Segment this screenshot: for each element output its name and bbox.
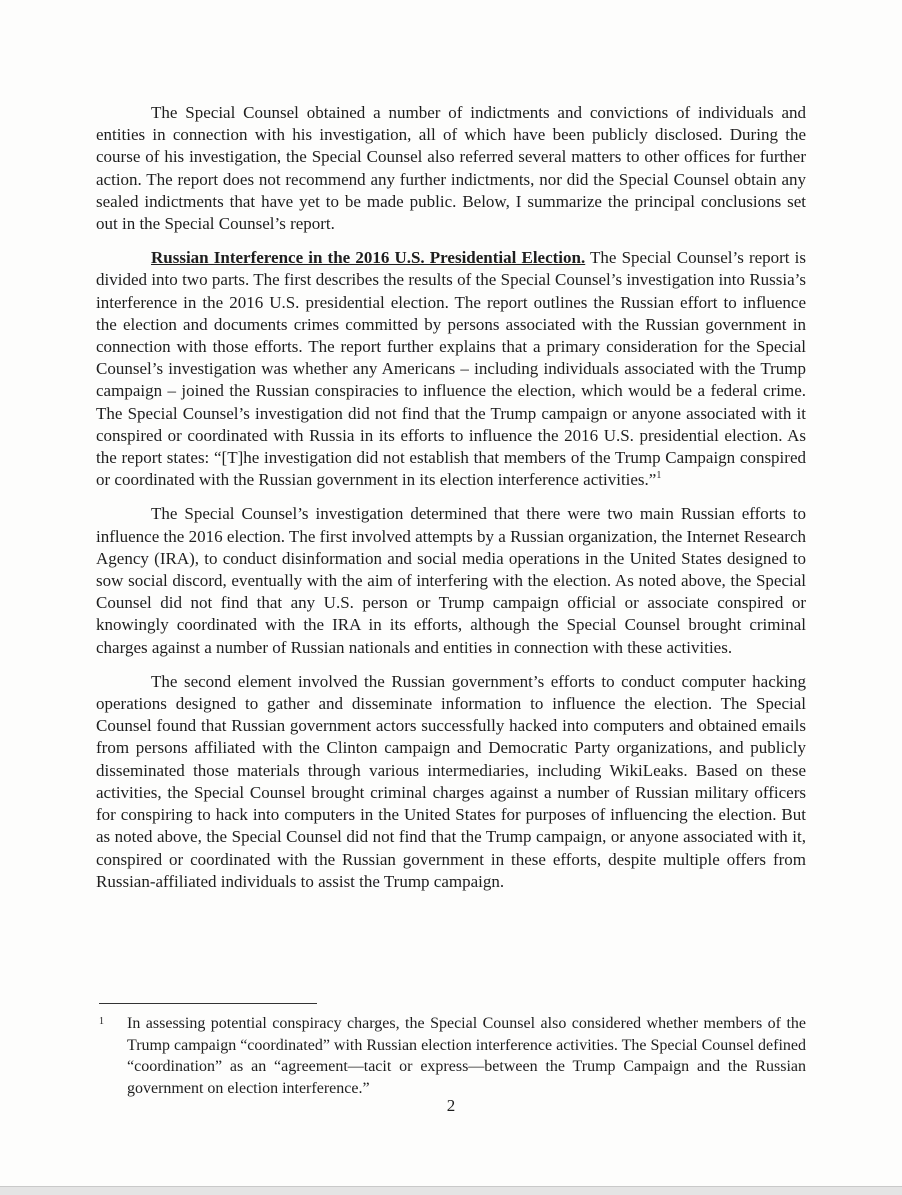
- section-heading-russian-interference: Russian Interference in the 2016 U.S. Presidential Election.: [151, 248, 586, 268]
- document-body: [96, 102, 806, 905]
- paragraph-hacking-operations: [96, 671, 806, 893]
- paragraph-text: The Special Counsel’s investigation determined that there were two main Russian efforts to influence the 2016 election. The first involved attempts by a Russian organization, the Internet Research Agency (IRA), to conduct disinformation and social media operations in the United States designed to sow social discord, eventually with the aim of interfering with the election. As noted above, the Special Counsel did not find that any U.S. person or Trump campaign official or associate conspired or knowingly coordinated with the IRA in its efforts, although the Special Counsel brought criminal charges against a number of Russian nationals and entities in connection with these activities.: [96, 504, 806, 657]
- footnote-text: In assessing potential conspiracy charges, the Special Counsel also considered whether members of the Trump campaign “coordinated” with Russian election interference activities. The Special Counsel defined “coordination” as an “agreement—tacit or express—between the Trump Campaign and the Russian government on election interference.”: [127, 1015, 806, 1097]
- paragraph-text: The Special Counsel’s report is divided into two parts. The first describes the results of the Special Counsel’s investigation into Russia’s interference in the 2016 U.S. presidential election. The report outlines the Russian effort to influence the election and documents crimes committed by persons associated with the Russian government in connection with those efforts. The report further explains that a primary consideration for the Special Counsel’s investigation was whether any Americans – including individuals associated with the Trump campaign – joined the Russian conspiracies to influence the election, which would be a federal crime. The Special Counsel’s investigation did not find that the Trump campaign or anyone associated with it conspired or coordinated with Russia in its efforts to influence the 2016 U.S. presidential election. As the report states: “[T]he investigation did not establish that members of the Trump Campaign conspired or coordinated with the Russian government in its election interference activities.”: [96, 248, 806, 490]
- footnote-divider: [99, 1003, 317, 1004]
- footnote-reference: 1: [656, 470, 662, 482]
- paragraph-text: The Special Counsel obtained a number of indictments and convictions of individuals and entities in connection with his investigation, all of which have been publicly disclosed. During the course of his investigation, the Special Counsel also referred several matters to other offices for further action. The report does not recommend any further indictments, nor did the Special Counsel obtain any sealed indictments that have yet to be made public. Below, I summarize the principal conclusions set out in the Special Counsel’s report.: [96, 103, 806, 234]
- footnote: [99, 1013, 806, 1099]
- footnote-number: 1: [99, 1016, 104, 1027]
- paragraph-text: The second element involved the Russian government’s efforts to conduct computer hacking operations designed to gather and disseminate information to influence the election. The Special Counsel found that Russian government actors successfully hacked into computers and obtained emails from persons affiliated with the Clinton campaign and Democratic Party organizations, and publicly disseminated those materials through various intermediaries, including WikiLeaks. Based on these activities, the Special Counsel brought criminal charges against a number of Russian military officers for conspiring to hack into computers in the United States for purposes of influencing the election. But as noted above, the Special Counsel did not find that the Trump campaign, or anyone associated with it, conspired or coordinated with the Russian government in these efforts, despite multiple offers from Russian-affiliated individuals to assist the Trump campaign.: [96, 671, 806, 891]
- paragraph-indictments-summary: [96, 102, 806, 235]
- page-number: 2: [446, 1096, 456, 1115]
- paragraph-ira-efforts: [96, 503, 806, 658]
- paragraph-russian-interference: [96, 247, 806, 491]
